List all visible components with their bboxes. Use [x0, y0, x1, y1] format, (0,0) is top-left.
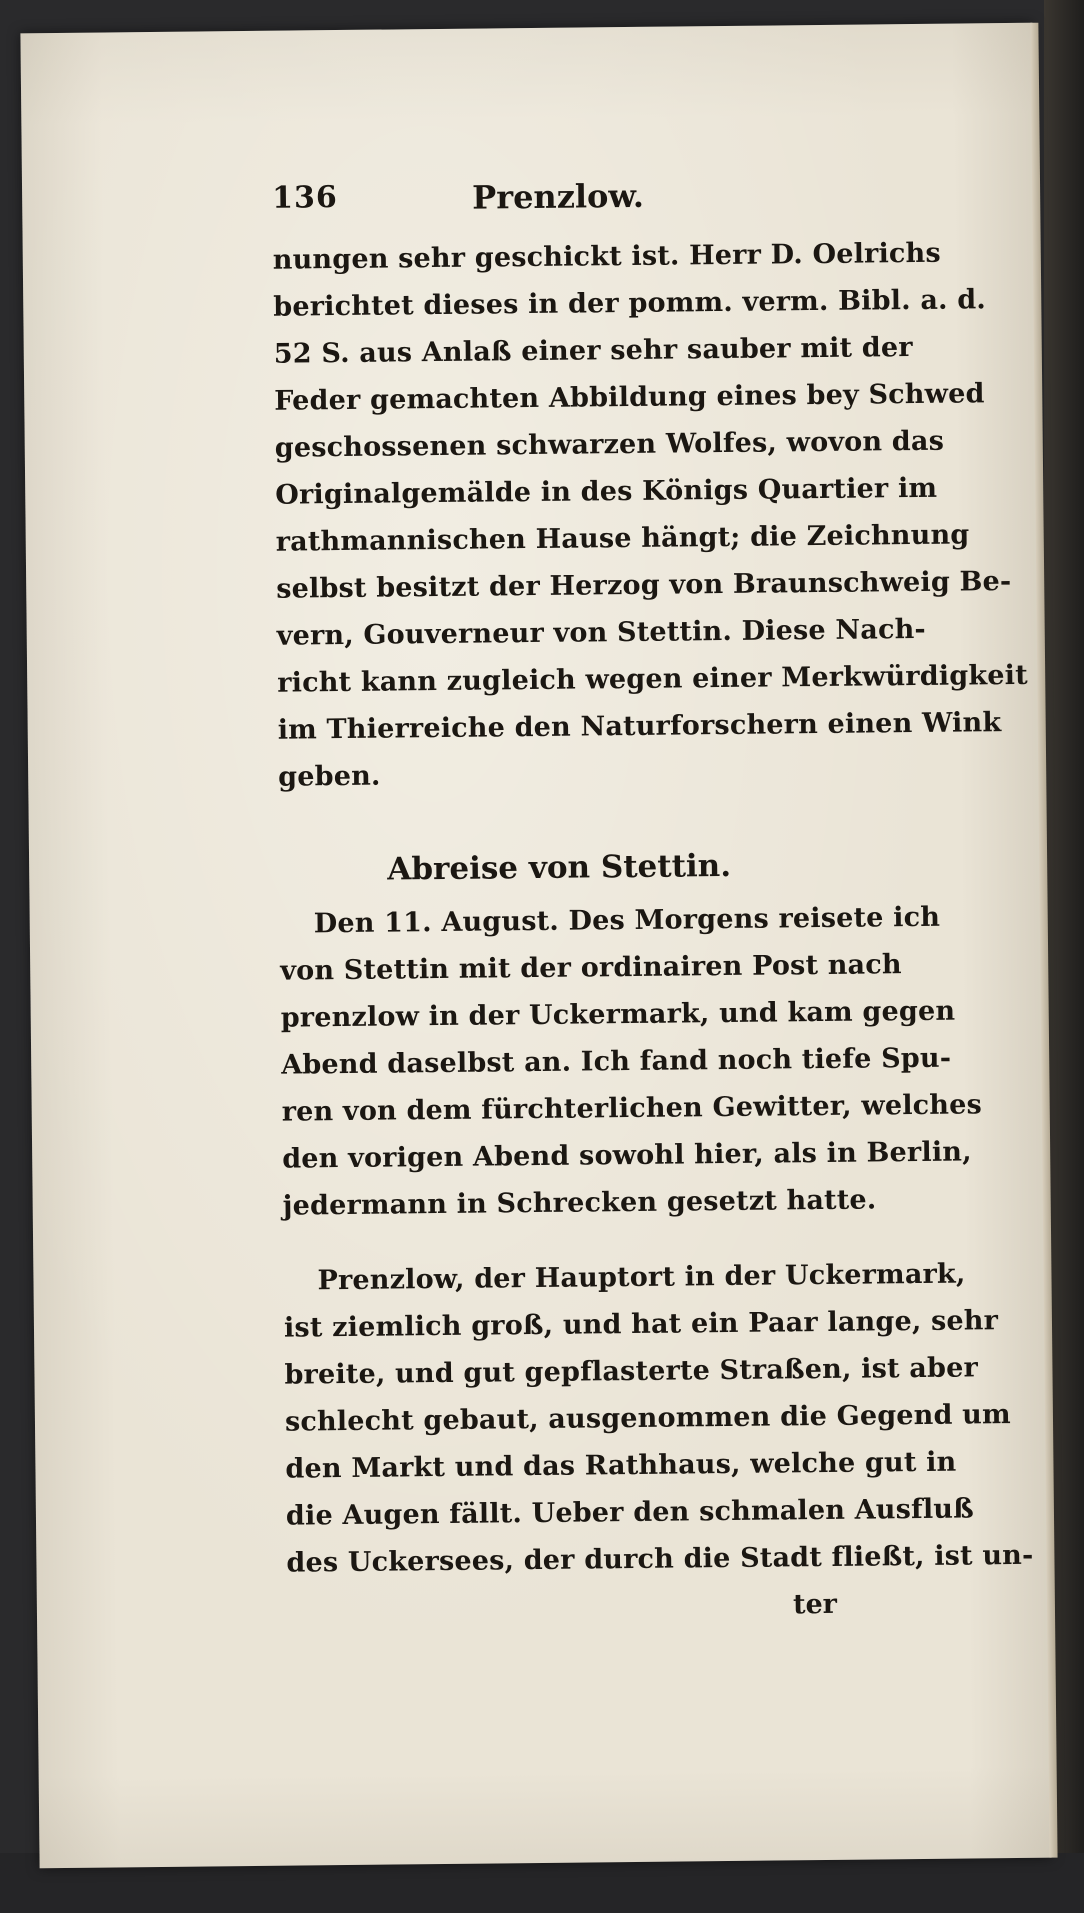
running-head: Prenzlow. — [471, 176, 645, 217]
text-line: breite, und gut gepflasterte Straßen, ist aber — [284, 1352, 979, 1391]
text-line: von Stettin mit der ordinairen Post nach — [280, 949, 902, 987]
text-line: selbst besitzt der Herzog von Braunschweig Be- — [276, 566, 1012, 605]
text-line: 52 S. aus Anlaß einer sehr sauber mit der — [273, 332, 913, 370]
text-line: Abend daselbst an. Ich fand noch tiefe Spu- — [281, 1042, 952, 1081]
text-line: Feder gemachten Abbildung eines bey Schwed — [274, 378, 985, 417]
text-line: rathmannischen Hause hängt; die Zeichnung — [275, 519, 970, 558]
paragraph-3 — [283, 1252, 1034, 1587]
text-line: jedermann in Schrecken gesetzt hatte. — [282, 1184, 877, 1222]
section-heading: Abreise von Stettin. — [387, 847, 732, 888]
text-line: Den 11. August. Des Morgens reisete ich — [313, 901, 941, 940]
text-line: geben. — [278, 760, 381, 793]
text-line: prenzlow in der Uckermark, und kam gegen — [280, 995, 956, 1034]
text-line: den Markt und das Rathhaus, welche gut in — [285, 1446, 957, 1485]
text-line: den vorigen Abend sowohl hier, als in Berlin, — [282, 1136, 972, 1175]
paragraph-1 — [272, 231, 1028, 801]
text-line: im Thierreiche den Naturforschern einen Wink — [277, 707, 1002, 746]
text-block — [271, 175, 1034, 1634]
text-line: berichtet dieses in der pomm. verm. Bibl. a. d. — [273, 284, 987, 323]
text-line: schlecht gebaut, ausgenommen die Gegend um — [284, 1399, 1011, 1438]
book-page — [20, 23, 1051, 1868]
text-line: Originalgemälde in des Königs Quartier im — [275, 472, 938, 511]
text-line: vern, Gouverneur von Stettin. Diese Nach- — [276, 613, 927, 652]
paragraph-2 — [280, 895, 983, 1230]
text-line: ren von dem fürchterlichen Gewitter, welches — [281, 1089, 983, 1128]
text-line: des Uckersees, der durch die Stadt fließt, ist un- — [286, 1539, 1034, 1579]
text-line: richt kann zugleich wegen einer Merkwürdigkeit — [277, 659, 1028, 699]
page-number: 136 — [271, 180, 338, 216]
text-line: ist ziemlich groß, und hat ein Paar lange, sehr — [283, 1305, 999, 1344]
catchword: ter — [792, 1588, 838, 1621]
text-line: geschossenen schwarzen Wolfes, wovon das — [274, 425, 945, 464]
page-header — [272, 175, 833, 237]
text-line: nungen sehr geschickt ist. Herr D. Oelrichs — [272, 237, 941, 276]
text-line: Prenzlow, der Hauptort in der Uckermark, — [317, 1258, 966, 1297]
text-line: die Augen fällt. Ueber den schmalen Ausfluß — [285, 1493, 975, 1532]
